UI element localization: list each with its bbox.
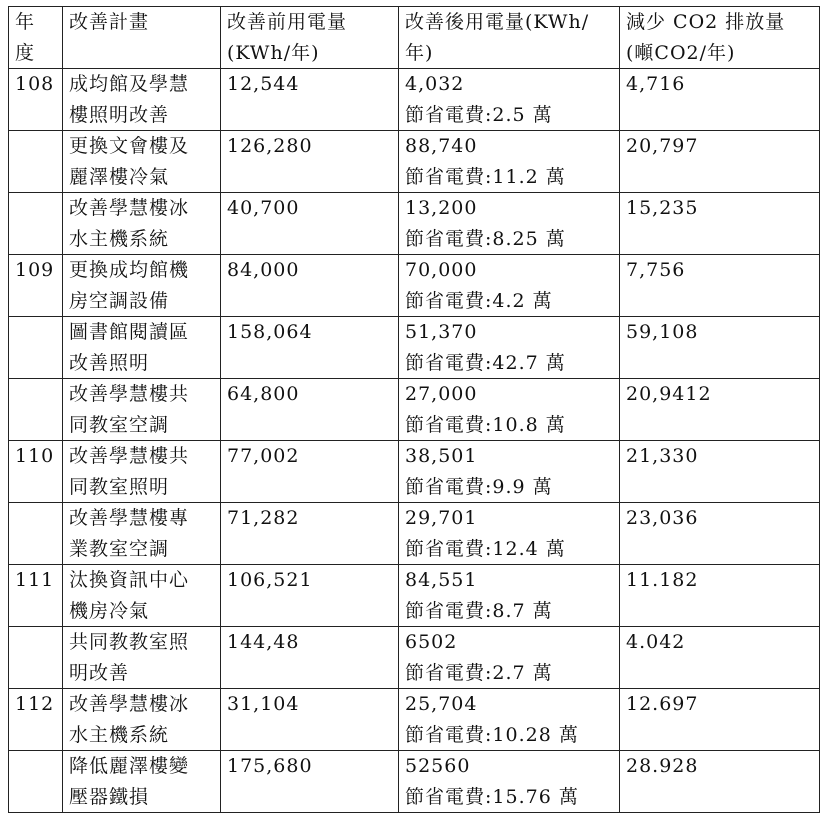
- cell-text: 改善學慧樓共: [69, 445, 190, 467]
- header-before: [221, 7, 399, 69]
- table-row: [9, 441, 820, 503]
- cell-plan: [63, 193, 221, 255]
- cell-plan: [63, 503, 221, 565]
- cell-text: 158,064: [227, 321, 313, 343]
- cell-spacer: [227, 720, 398, 751]
- cell-text: 12,544: [227, 73, 300, 95]
- table-row: [9, 193, 820, 255]
- table-row: [9, 379, 820, 441]
- cell-before: [221, 565, 399, 627]
- cell-plan: [63, 317, 221, 379]
- header-text: 年): [405, 41, 434, 64]
- cell-spacer: [626, 348, 819, 379]
- cell-text: 29,701: [405, 507, 478, 529]
- cell-year: [9, 751, 63, 813]
- header-text: 改善計畫: [69, 11, 150, 33]
- cell-spacer: [15, 720, 62, 751]
- cell-before: [221, 193, 399, 255]
- cell-spacer: [227, 410, 398, 441]
- cell-plan: [63, 379, 221, 441]
- cell-text: 改善照明: [69, 351, 150, 374]
- cell-text: 144,48: [227, 631, 300, 653]
- cell-text: 水主機系統: [69, 723, 170, 746]
- cell-after: [399, 69, 620, 131]
- cell-plan: [63, 565, 221, 627]
- cell-after: [399, 379, 620, 441]
- cell-spacer: [15, 317, 62, 348]
- cell-spacer: [227, 534, 398, 565]
- cell-spacer: [626, 286, 819, 317]
- cell-spacer: [626, 162, 819, 193]
- header-text: (KWh/年): [227, 41, 320, 64]
- cell-text: 水主機系統: [69, 227, 170, 250]
- cell-co2: [620, 565, 820, 627]
- cell-spacer: [15, 503, 62, 534]
- cell-text: 4.042: [626, 631, 686, 653]
- cell-text: 共同教教室照: [69, 631, 190, 653]
- table-header-row: [9, 7, 820, 69]
- cell-co2: [620, 317, 820, 379]
- cell-text: 25,704: [405, 693, 478, 715]
- cell-after: [399, 689, 620, 751]
- cell-co2: [620, 255, 820, 317]
- cell-year: [9, 69, 63, 131]
- energy-improvement-table-wrapper: [8, 6, 820, 813]
- cell-text: 21,330: [626, 445, 699, 467]
- cell-text: 成均館及學慧: [69, 73, 190, 95]
- cell-text: 節省電費:4.2 萬: [405, 289, 553, 312]
- cell-co2: [620, 69, 820, 131]
- energy-improvement-table: [8, 6, 820, 813]
- cell-spacer: [227, 100, 398, 131]
- cell-text: 31,104: [227, 693, 300, 715]
- cell-text: 節省電費:15.76 萬: [405, 785, 579, 808]
- cell-before: [221, 317, 399, 379]
- cell-text: 圖書館閱讀區: [69, 321, 190, 343]
- cell-text: 7,756: [626, 259, 686, 281]
- cell-after: [399, 751, 620, 813]
- cell-plan: [63, 689, 221, 751]
- cell-before: [221, 627, 399, 689]
- cell-text: 23,036: [626, 507, 699, 529]
- cell-text: 節省電費:12.4 萬: [405, 537, 566, 560]
- cell-text: 樓照明改善: [69, 103, 170, 126]
- cell-text: 20,797: [626, 135, 699, 157]
- cell-text: 節省電費:8.25 萬: [405, 227, 566, 250]
- cell-before: [221, 379, 399, 441]
- table-body: [9, 7, 820, 813]
- cell-text: 節省電費:9.9 萬: [405, 475, 553, 498]
- cell-text: 52560: [405, 755, 471, 777]
- cell-text: 節省電費:2.5 萬: [405, 103, 553, 126]
- cell-text: 15,235: [626, 197, 699, 219]
- cell-co2: [620, 131, 820, 193]
- header-after: [399, 7, 620, 69]
- header-year: [9, 7, 63, 69]
- cell-spacer: [15, 751, 62, 782]
- cell-text: 126,280: [227, 135, 313, 157]
- table-row: [9, 565, 820, 627]
- cell-text: 汰換資訊中心: [69, 569, 190, 591]
- cell-spacer: [15, 472, 62, 503]
- cell-spacer: [626, 100, 819, 131]
- cell-after: [399, 193, 620, 255]
- cell-spacer: [227, 658, 398, 689]
- cell-text: 更換文會樓及: [69, 135, 190, 157]
- cell-plan: [63, 627, 221, 689]
- cell-before: [221, 69, 399, 131]
- cell-plan: [63, 441, 221, 503]
- cell-text: 壓器鐵損: [69, 785, 150, 808]
- cell-spacer: [626, 658, 819, 689]
- cell-text: 節省電費:11.2 萬: [405, 165, 566, 188]
- cell-before: [221, 689, 399, 751]
- cell-co2: [620, 193, 820, 255]
- table-row: [9, 751, 820, 813]
- cell-after: [399, 131, 620, 193]
- cell-before: [221, 503, 399, 565]
- cell-text: 20,9412: [626, 383, 712, 405]
- table-row: [9, 131, 820, 193]
- cell-after: [399, 565, 620, 627]
- cell-co2: [620, 441, 820, 503]
- cell-spacer: [626, 534, 819, 565]
- cell-year: [9, 379, 63, 441]
- cell-text: 節省電費:10.8 萬: [405, 413, 566, 436]
- cell-text: 改善學慧樓冰: [69, 693, 190, 715]
- cell-co2: [620, 689, 820, 751]
- cell-after: [399, 255, 620, 317]
- cell-year: [9, 193, 63, 255]
- table-row: [9, 317, 820, 379]
- cell-text: 更換成均館機: [69, 259, 190, 281]
- cell-text: 40,700: [227, 197, 300, 219]
- cell-spacer: [227, 596, 398, 627]
- cell-before: [221, 255, 399, 317]
- cell-text: 降低麗澤樓變: [69, 755, 190, 777]
- cell-year: [9, 627, 63, 689]
- cell-spacer: [626, 224, 819, 255]
- cell-text: 4,032: [405, 73, 465, 95]
- cell-after: [399, 503, 620, 565]
- cell-text: 明改善: [69, 661, 130, 684]
- cell-text: 108: [15, 73, 55, 95]
- cell-text: 11.182: [626, 569, 699, 591]
- cell-text: 改善學慧樓專: [69, 507, 190, 529]
- cell-before: [221, 751, 399, 813]
- cell-text: 28.928: [626, 755, 699, 777]
- cell-text: 27,000: [405, 383, 478, 405]
- cell-text: 71,282: [227, 507, 300, 529]
- cell-co2: [620, 751, 820, 813]
- cell-text: 84,000: [227, 259, 300, 281]
- header-text: 度: [15, 41, 36, 64]
- cell-year: [9, 689, 63, 751]
- cell-text: 109: [15, 259, 55, 281]
- cell-text: 節省電費:2.7 萬: [405, 661, 553, 684]
- header-plan: [63, 7, 221, 69]
- cell-spacer: [15, 100, 62, 131]
- header-text: 改善後用電量(KWh/: [405, 11, 590, 33]
- cell-text: 同教室空調: [69, 413, 170, 436]
- cell-text: 節省電費:8.7 萬: [405, 599, 553, 622]
- header-text: 減少 CO2 排放量: [626, 11, 786, 33]
- cell-text: 110: [15, 445, 55, 467]
- cell-text: 112: [15, 693, 55, 715]
- cell-spacer: [15, 379, 62, 410]
- cell-year: [9, 565, 63, 627]
- cell-spacer: [626, 720, 819, 751]
- cell-text: 同教室照明: [69, 475, 170, 498]
- cell-text: 4,716: [626, 73, 686, 95]
- header-text: (噸CO2/年): [626, 41, 736, 64]
- cell-co2: [620, 379, 820, 441]
- table-row: [9, 689, 820, 751]
- cell-text: 111: [15, 569, 55, 591]
- cell-text: 51,370: [405, 321, 478, 343]
- cell-text: 59,108: [626, 321, 699, 343]
- cell-spacer: [227, 162, 398, 193]
- cell-text: 88,740: [405, 135, 478, 157]
- cell-year: [9, 441, 63, 503]
- cell-spacer: [227, 224, 398, 255]
- cell-text: 節省電費:42.7 萬: [405, 351, 566, 374]
- cell-text: 77,002: [227, 445, 300, 467]
- cell-after: [399, 627, 620, 689]
- cell-spacer: [626, 782, 819, 813]
- cell-co2: [620, 503, 820, 565]
- cell-before: [221, 441, 399, 503]
- table-row: [9, 255, 820, 317]
- cell-before: [221, 131, 399, 193]
- cell-text: 12.697: [626, 693, 699, 715]
- cell-text: 70,000: [405, 259, 478, 281]
- cell-text: 13,200: [405, 197, 478, 219]
- cell-year: [9, 131, 63, 193]
- cell-plan: [63, 69, 221, 131]
- cell-spacer: [15, 627, 62, 658]
- cell-after: [399, 441, 620, 503]
- cell-spacer: [15, 596, 62, 627]
- cell-spacer: [227, 348, 398, 379]
- cell-text: 106,521: [227, 569, 313, 591]
- cell-year: [9, 255, 63, 317]
- cell-spacer: [15, 193, 62, 224]
- cell-year: [9, 317, 63, 379]
- cell-spacer: [626, 410, 819, 441]
- cell-text: 業教室空調: [69, 537, 170, 560]
- header-text: 改善前用電量: [227, 11, 348, 33]
- cell-text: 節省電費:10.28 萬: [405, 723, 579, 746]
- cell-plan: [63, 131, 221, 193]
- cell-spacer: [626, 472, 819, 503]
- table-row: [9, 503, 820, 565]
- header-co2: [620, 7, 820, 69]
- table-row: [9, 69, 820, 131]
- cell-year: [9, 503, 63, 565]
- cell-text: 改善學慧樓共: [69, 383, 190, 405]
- table-row: [9, 627, 820, 689]
- cell-spacer: [227, 286, 398, 317]
- cell-spacer: [626, 596, 819, 627]
- cell-spacer: [227, 782, 398, 813]
- cell-text: 麗澤樓冷氣: [69, 165, 170, 188]
- cell-text: 6502: [405, 631, 458, 653]
- cell-spacer: [227, 472, 398, 503]
- cell-text: 改善學慧樓冰: [69, 197, 190, 219]
- cell-text: 房空調設備: [69, 289, 170, 312]
- cell-text: 38,501: [405, 445, 478, 467]
- cell-spacer: [15, 286, 62, 317]
- header-text: 年: [15, 11, 36, 33]
- cell-text: 機房冷氣: [69, 599, 150, 622]
- cell-co2: [620, 627, 820, 689]
- cell-text: 84,551: [405, 569, 478, 591]
- cell-text: 175,680: [227, 755, 313, 777]
- cell-after: [399, 317, 620, 379]
- cell-text: 64,800: [227, 383, 300, 405]
- cell-spacer: [15, 131, 62, 162]
- cell-plan: [63, 751, 221, 813]
- cell-plan: [63, 255, 221, 317]
